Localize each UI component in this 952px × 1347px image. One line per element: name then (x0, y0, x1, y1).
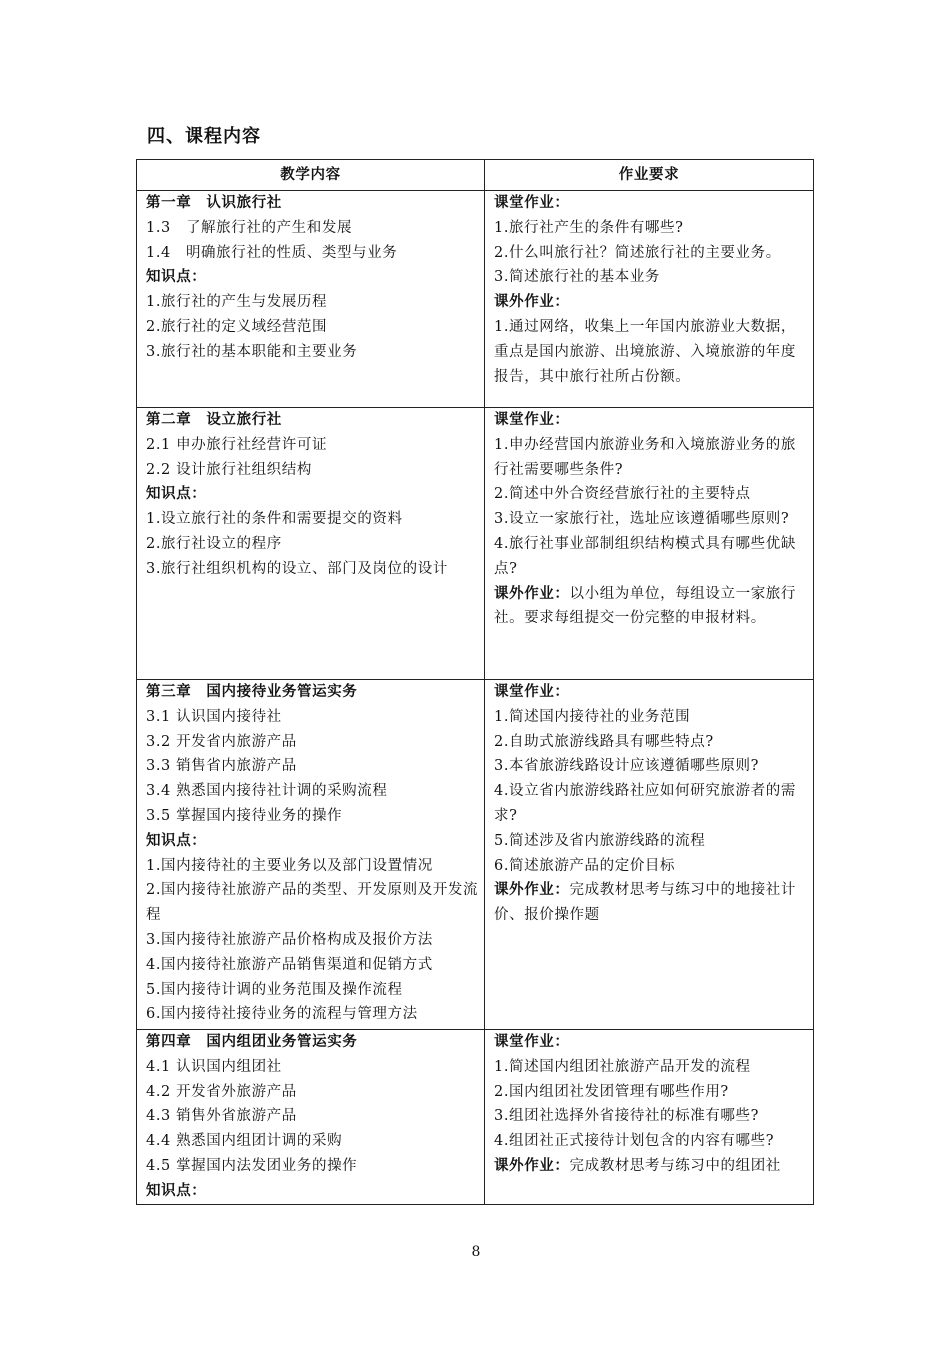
homework-line (494, 1129, 809, 1154)
content-heading: 第一章 认识旅行社 (146, 194, 282, 211)
content-line: 5.国内接待计调的业务范围及操作流程 (146, 981, 403, 998)
homework-text: 3.本省旅游线路设计应该遵循哪些原则? (494, 758, 760, 775)
homework-text: 1.旅行社产生的条件有哪些? (494, 219, 684, 236)
homework-label: 课堂作业： (494, 683, 570, 700)
header-teaching-content: 教学内容 (137, 160, 485, 191)
table-row (137, 191, 814, 408)
content-heading: 第三章 国内接待业务管运实务 (146, 683, 358, 700)
content-line: 3.旅行社组织机构的设立、部门及岗位的设计 (146, 560, 448, 577)
homework-line (494, 216, 809, 241)
homework-line (494, 754, 809, 779)
homework-line (494, 878, 809, 928)
homework-cell (485, 408, 814, 680)
content-line: 2.旅行社的定义域经营范围 (146, 318, 328, 335)
homework-line (494, 705, 809, 730)
homework-text: 2.什么叫旅行社？简述旅行社的主要业务。 (494, 244, 781, 261)
homework-line (494, 582, 809, 632)
homework-text: 完成教材思考与练习中的地接社计价、报价操作题 (494, 882, 796, 924)
homework-line (494, 730, 809, 755)
homework-line (494, 191, 809, 216)
content-line: 1.3 了解旅行社的产生和发展 (146, 219, 353, 236)
homework-line (494, 779, 809, 829)
content-heading: 知识点： (146, 831, 207, 849)
homework-text: 1.申办经营国内旅游业务和入境旅游业务的旅行社需要哪些条件? (494, 436, 796, 478)
homework-line (494, 315, 809, 389)
homework-line (494, 1080, 809, 1105)
teaching-content-cell (137, 680, 485, 1030)
course-content-table (136, 159, 814, 1205)
table-row (137, 1030, 814, 1205)
content-line: 3.国内接待社旅游产品价格构成及报价方法 (146, 931, 433, 948)
content-line: 4.国内接待社旅游产品销售渠道和促销方式 (146, 956, 433, 973)
homework-cell (485, 191, 814, 408)
homework-line (494, 1030, 809, 1055)
homework-text: 4.旅行社事业部制组织结构模式具有哪些优缺点? (494, 535, 796, 577)
section-title: 四、课程内容 (147, 126, 261, 147)
homework-line (494, 1104, 809, 1129)
homework-label: 课外作业： (494, 293, 570, 311)
homework-line (494, 433, 809, 483)
homework-line (494, 1154, 809, 1179)
table-body (137, 191, 814, 1205)
content-line: 1.旅行社的产生与发展历程 (146, 294, 328, 311)
content-line: 1.设立旅行社的条件和需要提交的资料 (146, 511, 403, 528)
homework-text: 3.组团社选择外省接待社的标准有哪些? (494, 1108, 760, 1125)
homework-text: 3.设立一家旅行社，选址应该遵循哪些原则? (494, 511, 790, 528)
homework-line (494, 507, 809, 532)
homework-text: 4.组团社正式接待计划包含的内容有哪些? (494, 1133, 775, 1150)
content-heading: 知识点： (146, 485, 207, 503)
homework-text: 1.简述国内接待社的业务范围 (494, 708, 691, 725)
table-row (137, 680, 814, 1030)
content-line: 3.3 销售省内旅游产品 (146, 758, 297, 775)
content-heading: 知识点： (146, 1181, 207, 1199)
homework-text: 1.通过网络，收集上一年国内旅游业大数据，重点是国内旅游、出境旅游、入境旅游的年度报告，其中旅行社所占份额。 (494, 318, 796, 385)
content-line: 4.4 熟悉国内组团计调的采购 (146, 1133, 343, 1150)
page-number: 8 (471, 1244, 481, 1260)
homework-text: 6.简述旅游产品的定价目标 (494, 857, 676, 874)
content-line: 6.国内接待社接待业务的流程与管理方法 (146, 1006, 418, 1023)
content-line: 4.5 掌握国内法发团业务的操作 (146, 1157, 358, 1174)
homework-text: 3.简述旅行社的基本业务 (494, 269, 661, 286)
homework-line (494, 829, 809, 854)
content-line: 1.4 明确旅行社的性质、类型与业务 (146, 244, 398, 261)
homework-text: 2.简述中外合资经营旅行社的主要特点 (494, 486, 751, 503)
homework-text: 5.简述涉及省内旅游线路的流程 (494, 832, 706, 849)
content-line: 3.2 开发省内旅游产品 (146, 733, 297, 750)
teaching-content-cell (137, 408, 485, 680)
homework-line (494, 290, 809, 315)
homework-line (494, 854, 809, 879)
content-line: 3.4 熟悉国内接待社计调的采购流程 (146, 783, 388, 800)
content-heading: 知识点： (146, 268, 207, 286)
homework-label: 课外作业： (494, 1156, 570, 1174)
content-line: 2.1 申办旅行社经营许可证 (146, 436, 328, 453)
content-line: 4.1 认识国内组团社 (146, 1058, 282, 1075)
content-line: 3.旅行社的基本职能和主要业务 (146, 343, 358, 360)
content-line: 2.2 设计旅行社组织结构 (146, 461, 312, 478)
homework-label: 课堂作业： (494, 1033, 570, 1050)
homework-label: 课外作业： (494, 584, 570, 602)
homework-text: 1.简述国内组团社旅游产品开发的流程 (494, 1058, 751, 1075)
table-row (137, 408, 814, 680)
homework-text: 4.设立省内旅游线路社应如何研究旅游者的需求? (494, 783, 796, 824)
homework-text: 完成教材思考与练习中的组团社 (569, 1157, 781, 1174)
homework-line (494, 265, 809, 290)
homework-label: 课外作业： (494, 881, 570, 899)
homework-line (494, 1055, 809, 1080)
homework-text: 2.自助式旅游线路具有哪些特点? (494, 733, 714, 750)
content-line: 3.5 掌握国内接待业务的操作 (146, 807, 343, 824)
content-line: 2.旅行社设立的程序 (146, 535, 282, 552)
teaching-content-cell (137, 191, 485, 408)
homework-line (494, 532, 809, 582)
content-heading: 第二章 设立旅行社 (146, 411, 282, 428)
homework-line (494, 680, 809, 705)
content-line: 4.3 销售外省旅游产品 (146, 1108, 297, 1125)
content-line: 2.国内接待社旅游产品的类型、开发原则及开发流程 (146, 882, 479, 924)
content-line: 3.1 认识国内接待社 (146, 708, 282, 725)
content-line: 1.国内接待社的主要业务以及部门设置情况 (146, 857, 433, 874)
homework-line (494, 408, 809, 433)
teaching-content-cell (137, 1030, 485, 1205)
homework-line (494, 241, 809, 266)
table-header-row (137, 160, 814, 191)
content-line: 4.2 开发省外旅游产品 (146, 1083, 297, 1100)
homework-label: 课堂作业： (494, 194, 570, 211)
homework-text: 2.国内组团社发团管理有哪些作用? (494, 1083, 729, 1100)
homework-label: 课堂作业： (494, 411, 570, 428)
homework-cell (485, 680, 814, 1030)
content-heading: 第四章 国内组团业务管运实务 (146, 1033, 358, 1050)
homework-line (494, 482, 809, 507)
header-homework-requirements: 作业要求 (485, 160, 814, 191)
homework-text: 以小组为单位，每组设立一家旅行社。要求每组提交一份完整的申报材料。 (494, 585, 796, 627)
homework-cell (485, 1030, 814, 1205)
